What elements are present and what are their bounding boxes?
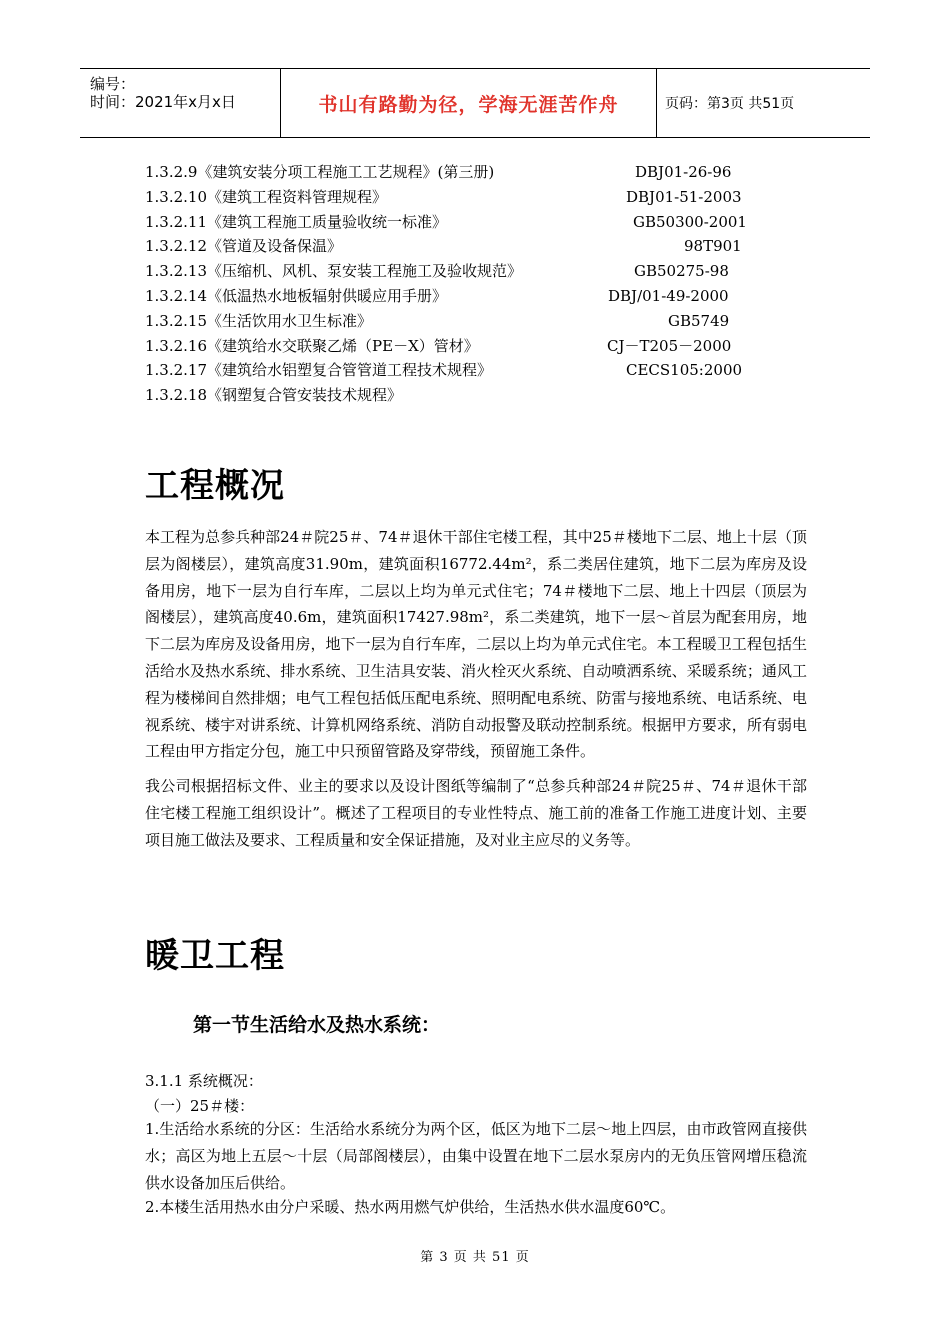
page-footer: 第 3 页 共 51 页 xyxy=(420,1250,530,1265)
subsection-heading: 第一节生活给水及热水系统： xyxy=(193,1014,441,1036)
section-heading-hvac: 暖卫工程 xyxy=(145,936,285,976)
reference-item: 1.3.2.12《管道及设备保温》 98T901 xyxy=(145,237,742,256)
building-label: （一）25＃楼： xyxy=(145,1097,255,1115)
hot-water-paragraph: 2.本楼生活用热水由分户采暖、热水两用燃气炉供给，生活热水供水温度60℃。 xyxy=(145,1198,676,1216)
reference-list xyxy=(145,160,785,408)
reference-item: 1.3.2.18《钢塑复合管安装技术规程》 xyxy=(145,386,403,405)
overview-paragraph: 本工程为总参兵种部24＃院25＃、74＃退休干部住宅楼工程，其中25＃楼地下二层、地上十层（顶层为阁楼层），建筑高度31.90m，建筑面积16772.44m²，系二类居住建筑，地下二层为库房及设备用房，地下一层为自行车库，二层以上均为单元式住宅；74＃楼地下二层、地上十四层（顶层为阁楼层），建筑高度40.6m，建筑面积17427.98m²，系二类建筑，地下一层～首层为配套用房，地下二层为库房及设备用房，地下一层为自行车库，二层以上均为单元式住宅。本工程暖卫工程包括生活给水及热水系统、排水系统、卫生洁具安装、消火栓灭火系统、自动喷洒系统、采暖系统；通风工程为楼梯间自然排烟；电气工程包括低压配电系统、照明配电系统、防雷与接地系统、电话系统、电视系统、楼宇对讲系统、计算机网络系统、消防自动报警及联动控制系统。根据甲方要求，所有弱电工程由甲方指定分包，施工中只预留管路及穿带线，预留施工条件。 xyxy=(145,528,807,761)
header-motto: 书山有路勤为径，学海无涯苦作舟 xyxy=(318,93,619,116)
system-overview-label: 3.1.1 系统概况： xyxy=(145,1072,263,1090)
reference-item: 1.3.2.17《建筑给水铝塑复合管管道工程技术规程》 CECS105:2000 xyxy=(145,361,743,380)
reference-item: 1.3.2.13《压缩机、风机、泵安装工程施工及验收规范》 GB50275-98 xyxy=(145,262,729,281)
doc-code-label: 编号： xyxy=(90,75,136,93)
header-info-cell xyxy=(80,69,281,137)
reference-item: 1.3.2.10《建筑工程资料管理规程》 DBJ01-51-2003 xyxy=(145,187,742,206)
page-header xyxy=(80,68,870,138)
reference-item: 1.3.2.16《建筑给水交联聚乙烯（PE－X）管材》 CJ－T205－2000 xyxy=(145,336,732,355)
section-heading-overview: 工程概况 xyxy=(145,466,285,506)
header-page-number: 页码：第3页 共51页 xyxy=(665,96,795,112)
header-page-cell xyxy=(657,69,870,137)
reference-item: 1.3.2.9《建筑安装分项工程施工工艺规程》(第三册) DBJ01-26-96 xyxy=(145,163,732,181)
header-motto-cell xyxy=(281,69,657,137)
reference-item: 1.3.2.14《低温热水地板辐射供暖应用手册》 DBJ/01-49-2000 xyxy=(145,286,729,305)
reference-item: 1.3.2.11《建筑工程施工质量验收统一标准》 GB50300-2001 xyxy=(145,212,747,231)
water-zone-paragraph: 1.生活给水系统的分区：生活给水系统分为两个区，低区为地下二层～地上四层，由市政管网直接供水；高区为地上五层～十层（局部阁楼层），由集中设置在地下二层水泵房内的无负压管网增压稳流供水设备加压后供给。 xyxy=(145,1120,807,1192)
overview-paragraph-2: 我公司根据招标文件、业主的要求以及设计图纸等编制了“总参兵种部24＃院25＃、74＃退休干部住宅楼工程施工组织设计”。概述了工程项目的专业性特点、施工前的准备工作施工进度计划、主要项目施工做法及要求、工程质量和安全保证措施，及对业主应尽的义务等。 xyxy=(145,777,807,849)
doc-time-label: 时间：2021年x月x日 xyxy=(90,93,236,111)
reference-item: 1.3.2.15《生活饮用水卫生标准》 GB5749 xyxy=(145,311,730,330)
